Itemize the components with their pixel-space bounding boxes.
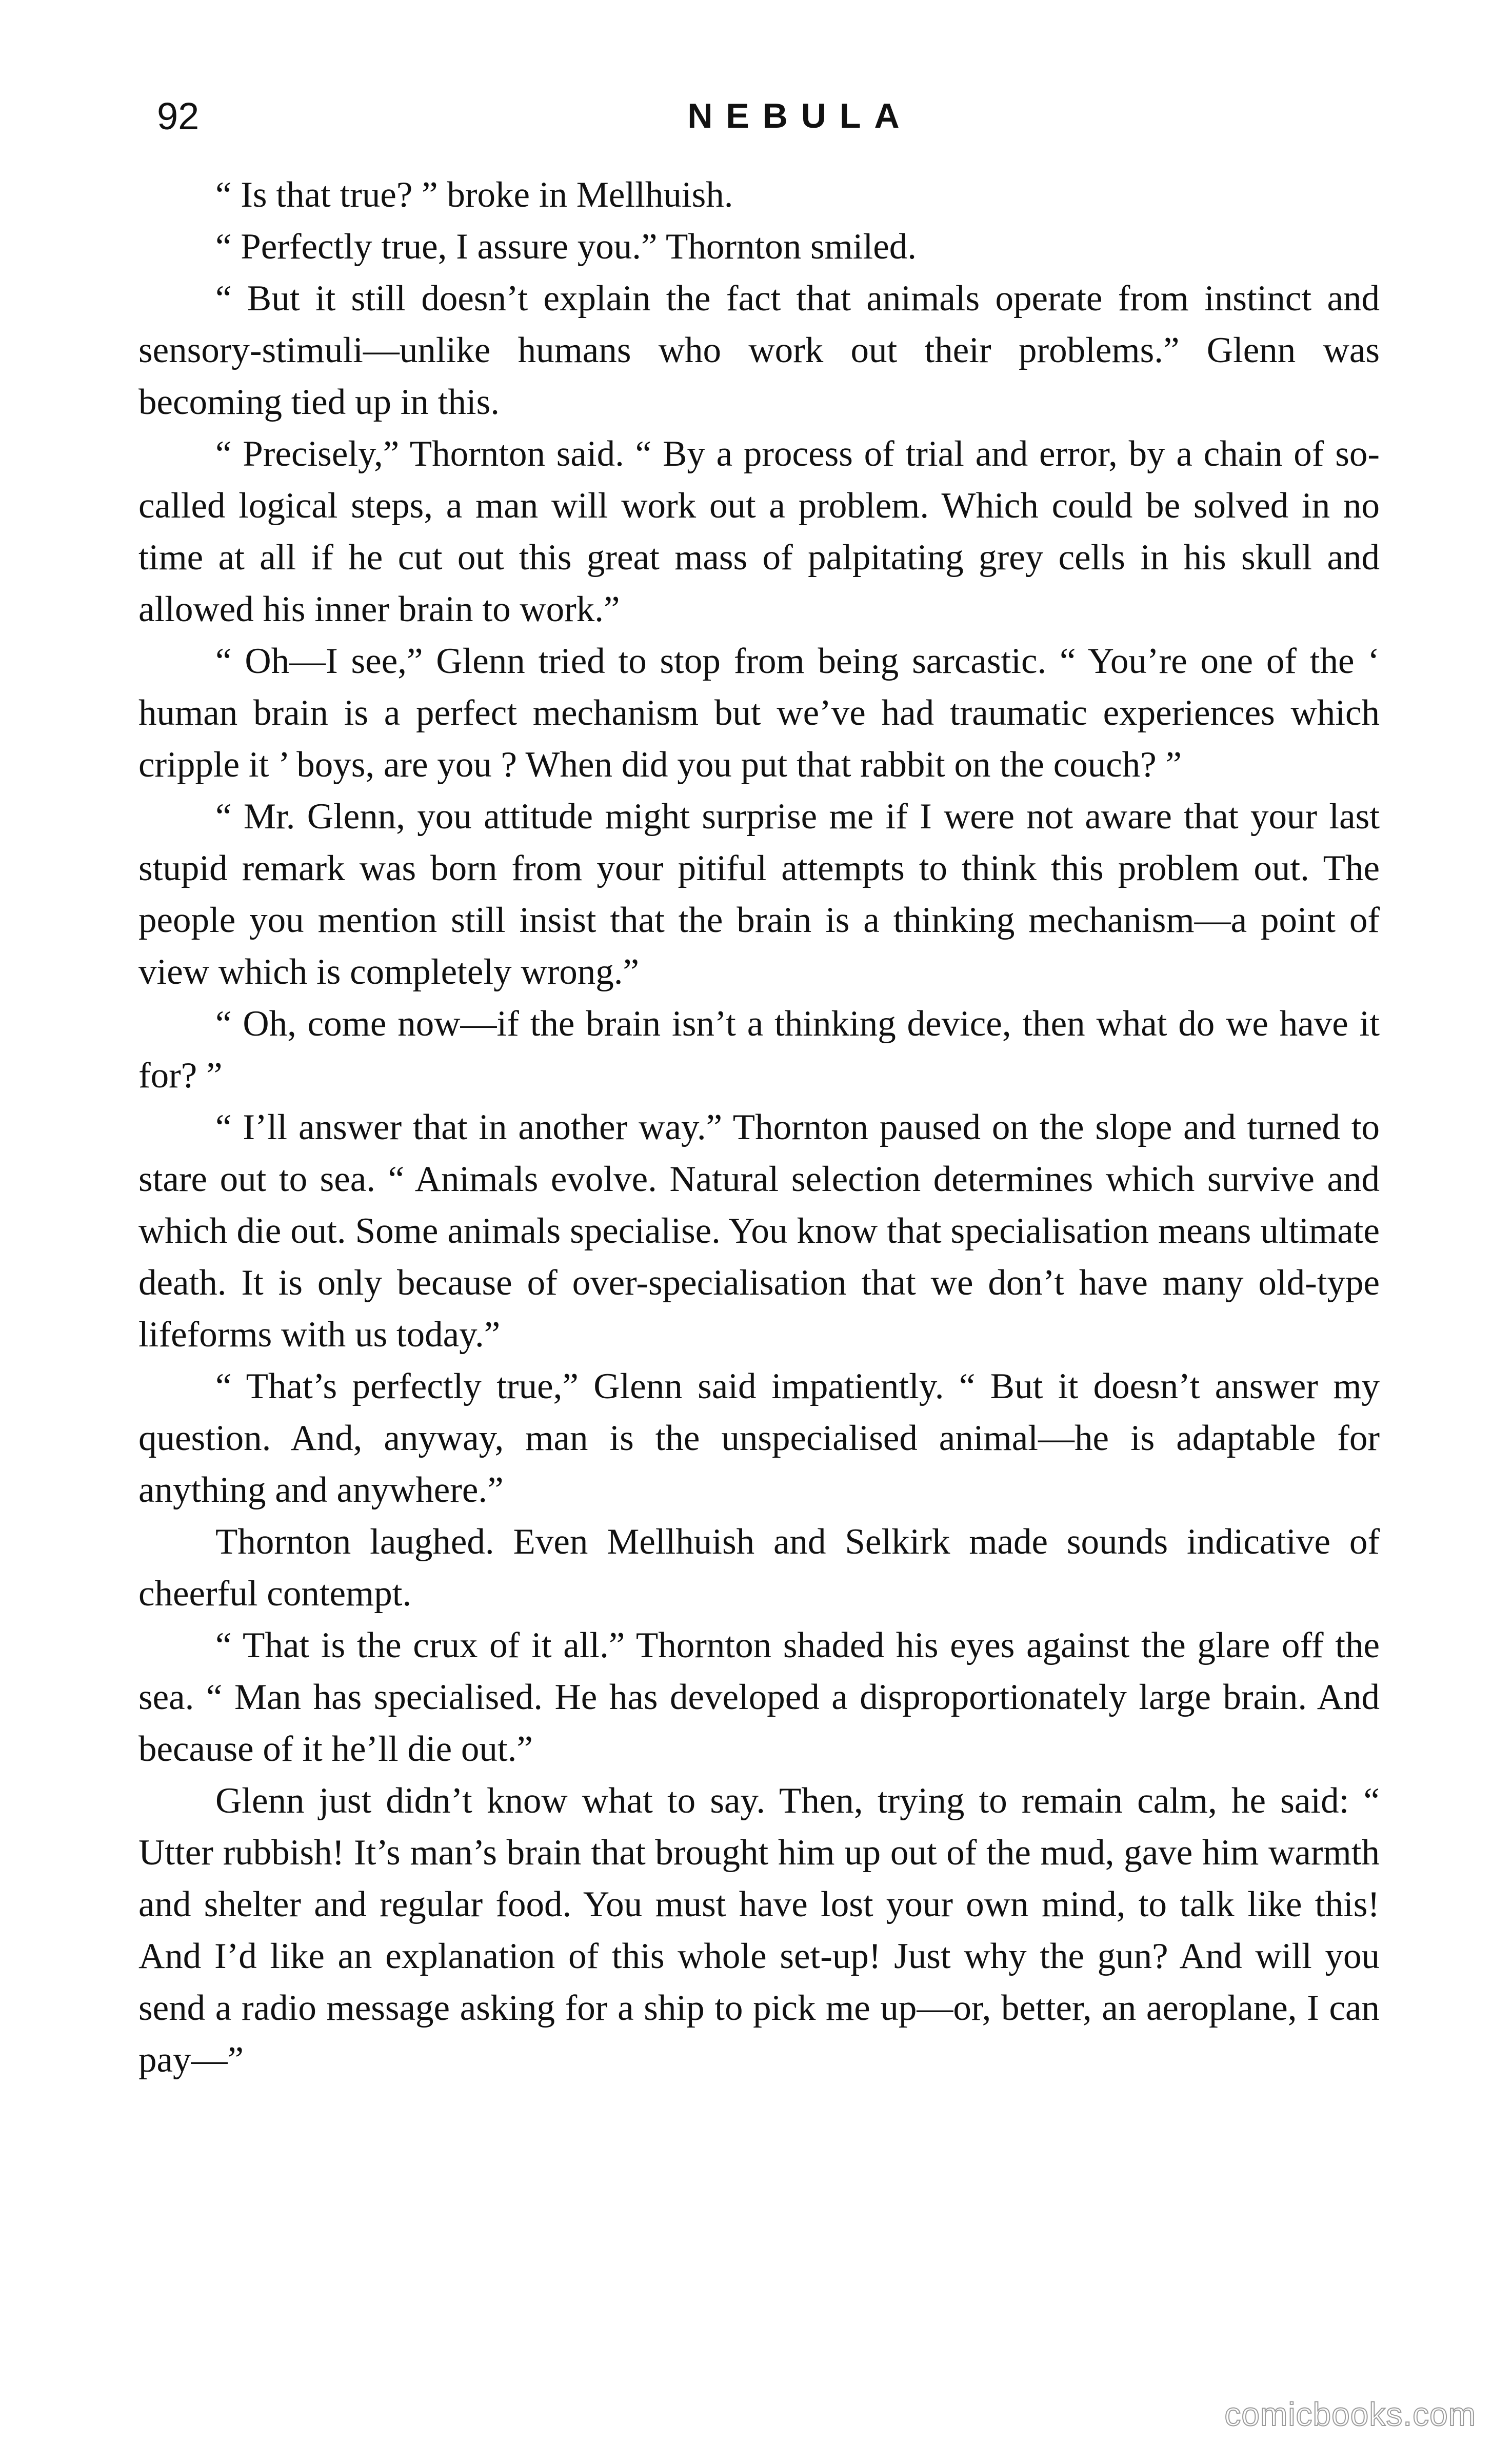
page-number: 92 [157,95,200,137]
paragraph: “ Mr. Glenn, you attitude might surprise me if I were not aware that your last stupid remark was born from your pitiful attempts to think this problem out. The people you mention still insist that the brain is a thinking mechanism—a point of view which is completely wrong.” [138,797,1380,992]
paragraph: “ That’s perfectly true,” Glenn said impatiently. “ But it doesn’t answer my question. And, anyway, man is the unspecialised animal—he is adaptable for anything and anywhere.” [138,1366,1380,1510]
paragraph: “ Oh, come now—if the brain isn’t a thinking device, then what do we have it for? ” [138,1004,1380,1096]
book-page [138,87,1380,2086]
paragraph: “ Oh—I see,” Glenn tried to stop from being sarcastic. “ You’re one of the ‘ human brain is a perfect mechanism but we’ve had traumatic experiences which cripple it ’ boys, are you ? When did you put that rabbit on the couch? ” [138,641,1380,785]
page-header [138,87,1380,159]
paragraph: “ Perfectly true, I assure you.” Thornton smiled. [215,227,917,267]
watermark: comicbooks.com [1224,2396,1476,2433]
paragraph: “ I’ll answer that in another way.” Thornton paused on the slope and turned to stare out to sea. “ Animals evolve. Natural selection determines which survive and which die out. Some animals specialise. You know that specialisation means ultimate death. It is only because of over-specialisation that we don’t have many old-type lifeforms with us today.” [138,1107,1380,1355]
paragraph: “ But it still doesn’t explain the fact that animals operate from instinct and sensory-stimuli—unlike humans who work out their problems.” Glenn was becoming tied up in this. [138,279,1380,422]
paragraph: “ Is that true? ” broke in Mellhuish. [215,175,733,215]
paragraph: “ Precisely,” Thornton said. “ By a process of trial and error, by a chain of so-called logical steps, a man will work out a problem. Which could be solved in no time at all if he cut out this great mass of palpitating grey cells in his skull and allowed his inner brain to work.” [138,434,1380,629]
paragraph: Glenn just didn’t know what to say. Then, trying to remain calm, he said: “ Utter rubbish! It’s man’s brain that brought him up out of the mud, gave him warmth and shelter and regular food. You must have lost your own mind, to talk like this! And I’d like an explanation of this whole set-up! Just why the gun? And will you send a radio message asking for a ship to pick me up—or, better, an aeroplane, I can pay—” [138,1781,1380,2080]
running-head: NEBULA [687,96,913,135]
body-text [138,169,1380,2086]
paragraph: Thornton laughed. Even Mellhuish and Selkirk made sounds indicative of cheerful contempt. [138,1522,1380,1614]
paragraph: “ That is the crux of it all.” Thornton shaded his eyes against the glare off the sea. “ Man has specialised. He has developed a disproportionately large brain. And because of it he’ll die out.” [138,1625,1380,1769]
